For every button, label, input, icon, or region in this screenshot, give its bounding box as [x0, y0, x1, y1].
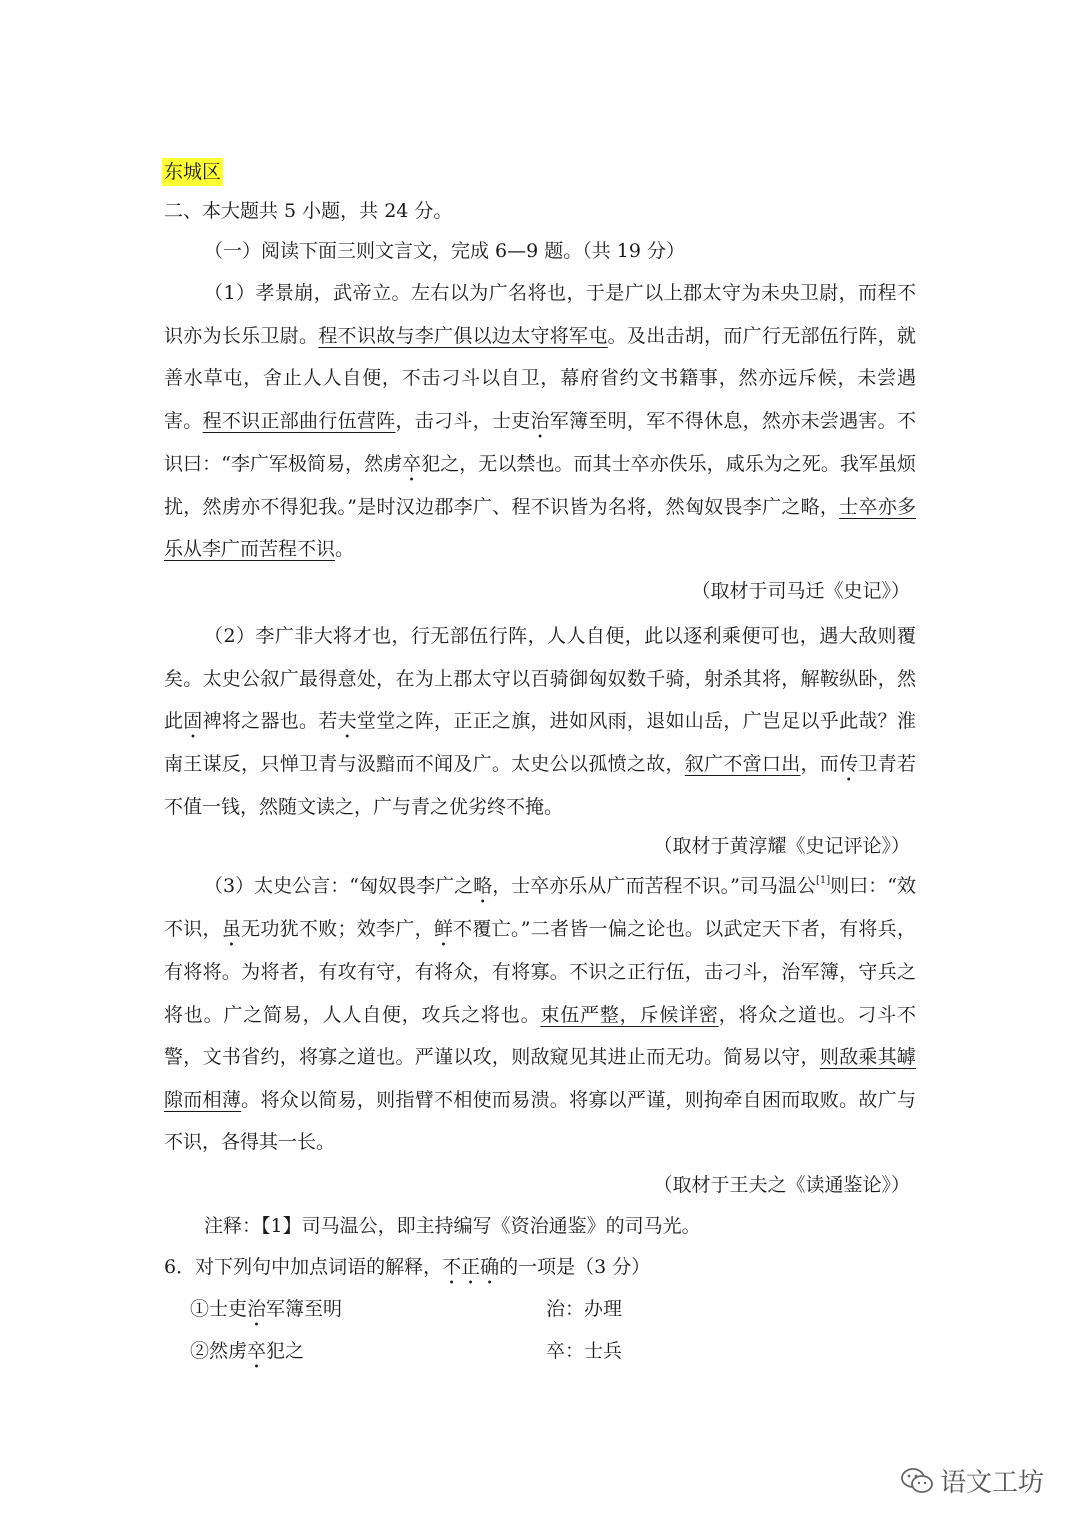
group-header: （一）阅读下面三则文言文，完成 6—9 题。（共 19 分） [204, 240, 686, 262]
dotted-word: 卒 [402, 452, 422, 475]
dotted-word: 虽 [221, 918, 242, 940]
passage-2: （2）李广非大将才也，行无部伍行阵，人人自便，此以逐利乘便可也，遇大敌则覆矣。太史公叙广最得意处，在为上郡太守以百骑御匈奴数千骑，射杀其将，解鞍纵卧，然此固裨将之器也。若夫堂堂之阵，正正之旗，进如风雨，退如山岳，广岂足以乎此哉？淮南王谋反，只惮卫青与汲黯而不闻及广。太史公以孤愤之故，叙广不啻口出，而传卫青若不值一钱，然随文读之，广与青之优劣终不掩。 [164, 625, 916, 818]
dotted-word: 夫 [337, 710, 357, 732]
option-2-gloss: 卒：士兵 [546, 1340, 623, 1362]
watermark-text: 语文工坊 [940, 1468, 1045, 1498]
underlined-sentence: 程不识故与李广俱以边太守将军屯 [318, 324, 608, 347]
option-2: ②然虏卒犯之 [190, 1340, 305, 1362]
passage-3: （3）太史公言：“匈奴畏李广之略，士卒亦乐从广而苦程不识。”司马温公[1]则曰：“效不识，虽无功犹不败；效李广，鲜不覆亡。”二者皆一偏之论也。以武定天下者，有将兵，有将将。为将者，有攻有守，有将众，有将寡。不识之正行伍，击刁斗，治军簿，守兵之将也。广之简易，人人自便，攻兵之将也。束伍严整，斥候详密，将众之道也。刁斗不警，文书省约，将寡之道也。严谨以攻，则敌窥见其进止而无功。简易以守，则敌乘其罅隙而相薄。将众以简易，则指臂不相使而易溃。将寡以严谨，则拘牵自困而取败。故广与不识，各得其一长。 [164, 875, 916, 1153]
underlined-sentence: 士卒亦多乐从李广而苦程不识 [164, 495, 916, 560]
option-1: ①士吏治军簿至明 [190, 1298, 343, 1320]
wechat-icon [900, 1466, 934, 1496]
dotted-word: 卒 [247, 1340, 267, 1362]
dotted-word: 略 [473, 875, 493, 897]
underlined-sentence: 则敌乘其罅隙而相薄 [164, 1046, 916, 1111]
source-3: （取材于王夫之《读通鉴论》） [653, 1174, 910, 1196]
source-1: （取材于司马迁《史记》） [691, 580, 910, 602]
footnote: 注释：【1】司马温公，即主持编写《资治通鉴》的司马光。 [204, 1215, 701, 1237]
section-header: 二、本大题共 5 小题，共 24 分。 [164, 200, 453, 222]
footnote-mark: [1] [815, 875, 831, 886]
underlined-sentence: 叙广不啻口出 [684, 753, 801, 775]
passage-1: （1）孝景崩，武帝立。左右以为广名将也，于是广以上郡太守为未央卫尉，而程不识亦为长乐卫尉。程不识故与李广俱以边太守将军屯。及出击胡，而广行无部伍行阵，就善水草屯，舍止人人自便，不击刁斗以自卫，幕府省约文书籍事，然亦远斥候，未尝遇害。程不识正部曲行伍营阵，击刁斗，士吏治军簿至明，军不得休息，然亦未尝遇害。不识曰：“李广军极简易，然虏卒犯之，无以禁也。而其士卒亦佚乐，咸乐为之死。我军虽烦扰，然虏亦不得犯我。”是时汉边郡李广、程不识皆为名将，然匈奴畏李广之略，士卒亦多乐从李广而苦程不识。 [164, 282, 916, 560]
dotted-word: 鲜 [433, 918, 454, 940]
option-1-gloss: 治：办理 [546, 1298, 623, 1320]
dotted-word: 治 [530, 409, 550, 432]
region-label: 东城区 [162, 158, 223, 186]
source-2: （取材于黄淳耀《史记评论》） [653, 835, 910, 857]
underlined-sentence: 束伍严整，斥候详密 [540, 1003, 719, 1026]
question-6: 6．对下列句中加点词语的解释，不正确的一项是（3 分） [164, 1256, 651, 1278]
dotted-word: 传 [839, 753, 859, 775]
emphasis-dots: 不正确 [442, 1256, 500, 1278]
dotted-word: 治 [247, 1298, 267, 1320]
watermark [900, 1462, 1044, 1499]
dotted-word: 固 [183, 710, 203, 732]
underlined-sentence: 程不识正部曲行伍营阵 [202, 409, 396, 432]
